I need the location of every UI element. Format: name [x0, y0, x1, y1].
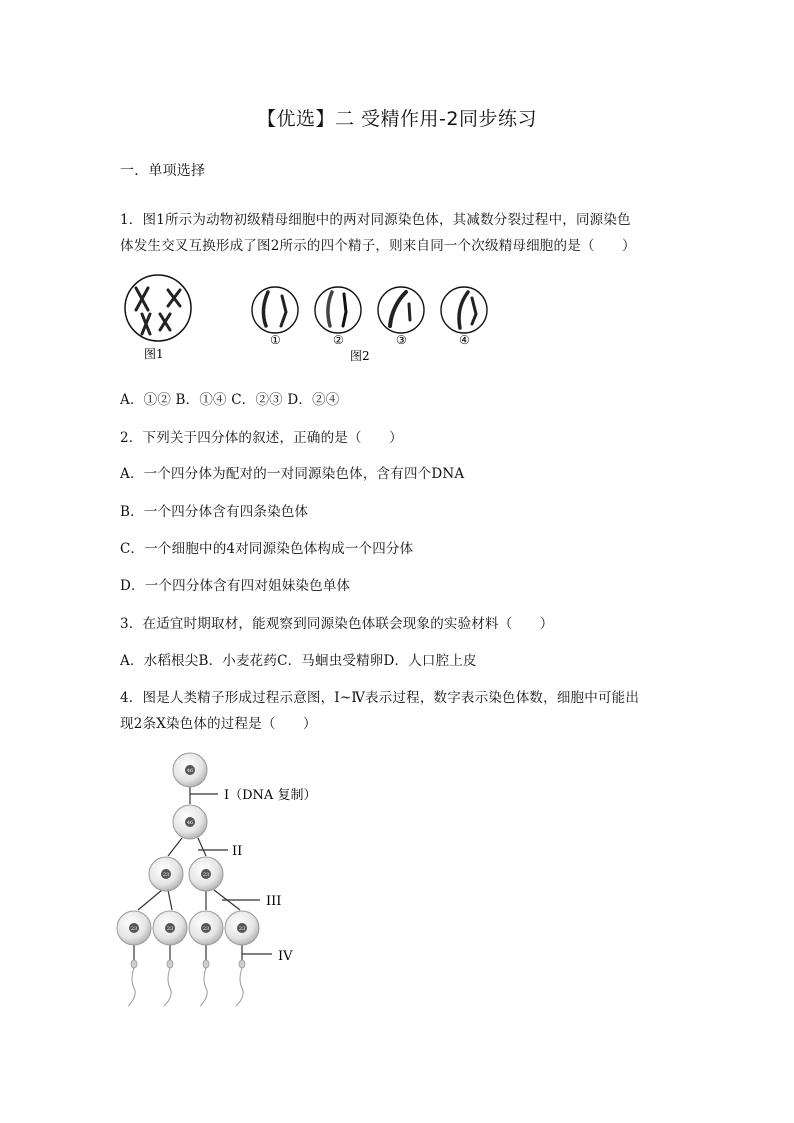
q4-stem-line1: 4．图是人类精子形成过程示意图，Ⅰ~Ⅳ表示过程，数字表示染色体数，细胞中可能出: [120, 690, 640, 706]
fig1-label: 图1: [144, 347, 164, 361]
sperm-label-2: ②: [333, 333, 344, 347]
sperm-cells: [131, 960, 245, 968]
count-primary: 46: [186, 768, 194, 774]
count-spermatid-4: 23: [238, 926, 246, 932]
q2-option-d: D．一个四分体含有四对姐妹染色单体: [120, 578, 351, 594]
q3-stem: 3．在适宜时期取材，能观察到同源染色体联会现象的实验材料（ ）: [120, 616, 554, 632]
stage-label-4: IV: [278, 949, 293, 964]
sperm-3: [378, 287, 424, 333]
q2-option-c: C．一个细胞中的4对同源染色体构成一个四分体: [120, 541, 414, 557]
document-title: 【优选】二 受精作用-2同步练习: [257, 108, 537, 130]
section-heading: 一．单项选择: [120, 163, 206, 179]
count-replicated: 46: [186, 820, 194, 826]
q1-stem-line2: 体发生交叉互换形成了图2所示的四个精子，则来自同一个次级精母细胞的是（ ）: [120, 238, 636, 254]
fig2-label: 图2: [350, 349, 370, 363]
stage-label-2: II: [232, 844, 243, 859]
count-spermatid-3: 23: [202, 926, 210, 932]
fig1-cell: [125, 275, 191, 341]
sperm-label-3: ③: [396, 333, 407, 347]
count-secondary-left: 23: [162, 872, 170, 878]
q4-spermatogenesis-figure: [110, 748, 340, 1018]
count-spermatid-2: 23: [166, 926, 174, 932]
sperm-label-1: ①: [270, 333, 281, 347]
q2-stem: 2．下列关于四分体的叙述，正确的是（ ）: [120, 430, 403, 446]
sperm-1: [252, 287, 298, 333]
q1-options: A．①② B．①④ C．②③ D．②④: [120, 392, 340, 408]
q2-option-a: A．一个四分体为配对的一对同源染色体，含有四个DNA: [120, 466, 465, 482]
sperm-label-4: ④: [459, 333, 470, 347]
q1-stem-line1: 1．图1所示为动物初级精母细胞中的两对同源染色体，其减数分裂过程中，同源染色: [120, 212, 631, 228]
q3-options: A．水稻根尖B．小麦花药C．马蛔虫受精卵D．人口腔上皮: [120, 653, 477, 669]
q4-stem-line2: 现2条X染色体的过程是（ ）: [120, 716, 317, 732]
q1-figure: [110, 272, 510, 372]
q2-option-b: B．一个四分体含有四条染色体: [120, 504, 309, 520]
count-spermatid-1: 23: [130, 926, 138, 932]
stage-label-1: I（DNA 复制）: [224, 788, 317, 803]
count-secondary-right: 23: [202, 872, 210, 878]
stage-label-3: III: [266, 894, 282, 909]
spermatid-cells: [117, 911, 259, 945]
sperm-2: [315, 287, 361, 333]
sperm-4: [441, 287, 487, 333]
